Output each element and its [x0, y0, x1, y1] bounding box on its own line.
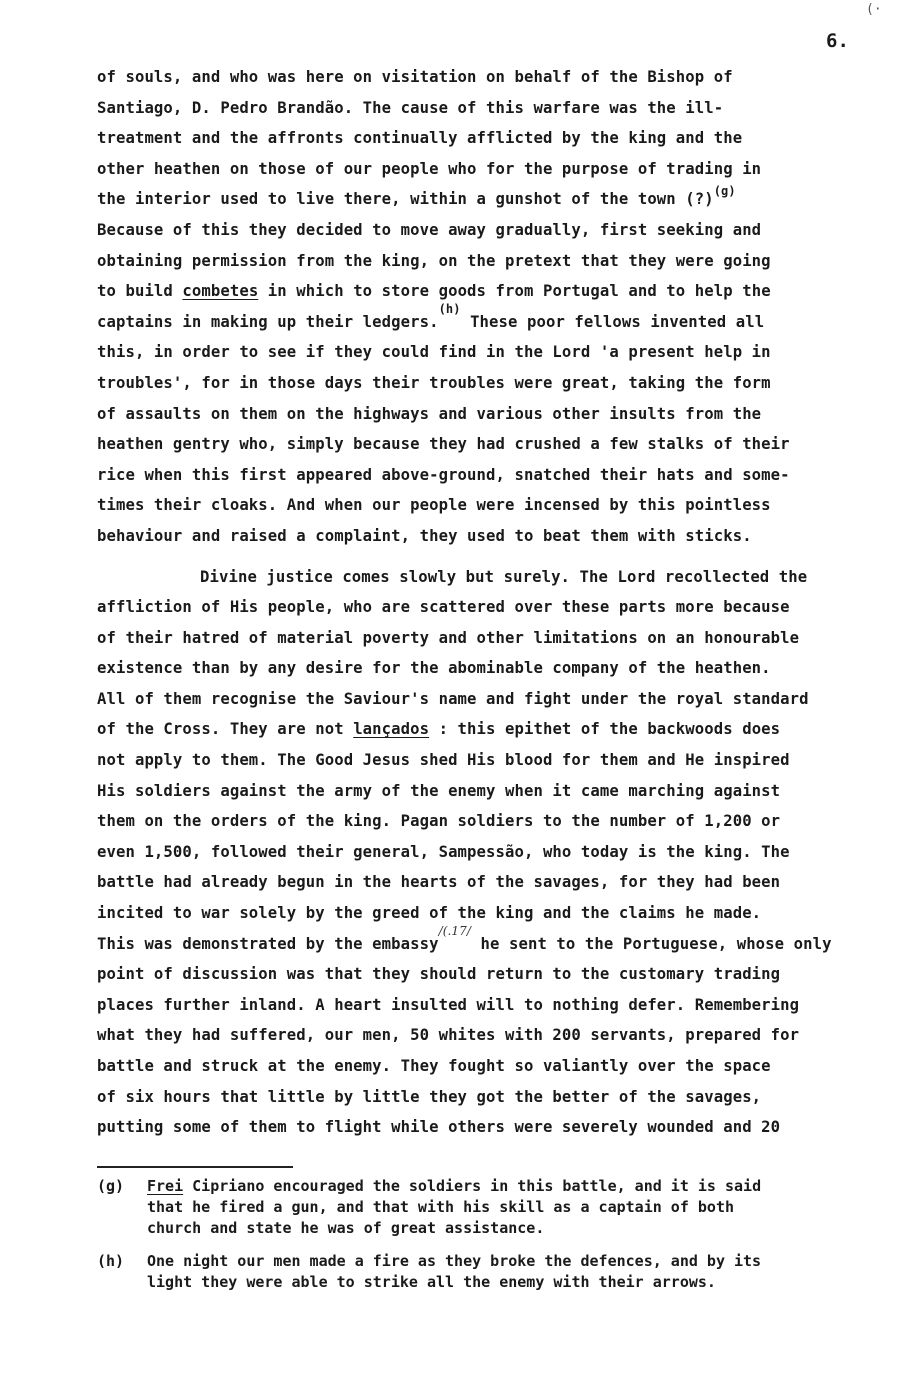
text-line: them on the orders of the king. Pagan soldiers to the number of 1,200 or [97, 812, 781, 831]
footnote-divider [97, 1166, 293, 1168]
text-line [97, 184, 897, 215]
underlined-term: lançados [353, 720, 430, 739]
text-line: Divine justice comes slowly but surely. The Lord recollected the [200, 567, 808, 586]
text-line: battle and struck at the enemy. They fought so valiantly over the space [97, 1057, 771, 1075]
text-line [97, 714, 897, 745]
text-line: heathen gentry who, simply because they had crushed a few stalks of their [97, 435, 790, 454]
text-line: affliction of His people, who are scattered over these parts more because [97, 598, 790, 617]
footnotes [97, 1176, 877, 1305]
footnote-ref-g: (g) [713, 184, 736, 199]
text-line: not apply to them. The Good Jesus shed His blood for them and He inspired [97, 751, 790, 770]
paragraph-gap [97, 552, 897, 562]
text-line: this, in order to see if they could find in the Lord 'a present help in [97, 343, 771, 362]
page-number: 6. [826, 30, 849, 52]
footnote-body [147, 1251, 761, 1293]
text-line [97, 301, 897, 338]
body-text [97, 62, 897, 1143]
text-line: behaviour and raised a complaint, they used to beat them with sticks. [97, 526, 752, 545]
text-line: existence than by any desire for the abominable company of the heathen. [97, 659, 771, 678]
text-line: treatment and the affronts continually afflicted by the king and the [97, 129, 743, 148]
underlined-term: Frei [147, 1177, 184, 1195]
text-segment: : this epithet of the backwoods does [429, 720, 781, 739]
text-line: of souls, and who was here on visitation on behalf of the Bishop of [97, 68, 733, 86]
text-segment: These poor fellows invented all [470, 312, 765, 331]
handwritten-annotation: /(.17/ [438, 923, 472, 938]
text-segment: captains in making up their ledgers. [97, 312, 439, 331]
footnote-label: (h) [97, 1252, 125, 1270]
underlined-term: combetes [182, 282, 259, 301]
text-line: Because of this they decided to move away gradually, first seeking and [97, 220, 762, 239]
text-line: point of discussion was that they should return to the customary trading [97, 965, 781, 984]
footnote-h [97, 1251, 877, 1293]
text-segment: he sent to the Portuguese, whose only [471, 934, 832, 953]
footnote-body [147, 1176, 761, 1239]
text-line: All of them recognise the Saviour's name and fight under the royal standard [97, 689, 809, 708]
text-line: battle had already begun in the hearts of the savages, for they had been [97, 873, 781, 892]
text-segment: to build [97, 282, 183, 301]
text-segment: the interior used to live there, within a gunshot of the town (?) [97, 190, 714, 209]
footnote-label: (g) [97, 1177, 125, 1195]
text-line: incited to war solely by the greed of the king and the claims he made. [97, 904, 762, 923]
text-line: troubles', for in those days their troubles were great, taking the form [97, 373, 771, 392]
text-line: of six hours that little by little they got the better of the savages, [97, 1087, 762, 1106]
text-line: even 1,500, followed their general, Sampessão, who today is the king. The [97, 842, 790, 861]
footnote-line: church and state he was of great assistance. [147, 1219, 545, 1237]
margin-mark: (· [866, 2, 882, 17]
text-line: other heathen on those of our people who for the purpose of trading in [97, 159, 762, 178]
footnote-line [147, 1176, 761, 1197]
text-line: of their hatred of material poverty and other limitations on an honourable [97, 628, 800, 647]
text-line: places further inland. A heart insulted will to nothing defer. Remembering [97, 995, 800, 1014]
footnote-line: that he fired a gun, and that with his skill as a captain of both [147, 1198, 734, 1216]
text-segment: of the Cross. They are not [97, 720, 354, 739]
text-line: His soldiers against the army of the enemy when it came marching against [97, 781, 781, 800]
text-line: of assaults on them on the highways and various other insults from the [97, 404, 762, 423]
footnote-line: One night our men made a fire as they broke the defences, and by its [147, 1252, 762, 1270]
text-segment: Cipriano encouraged the soldiers in this battle, and it is said [183, 1177, 762, 1195]
footnote-line: light they were able to strike all the enemy with their arrows. [147, 1273, 716, 1291]
text-line: rice when this first appeared above-ground, snatched their hats and some- [97, 465, 790, 484]
footnote-ref-h: (h) [438, 301, 461, 316]
text-line [97, 923, 897, 960]
text-line: putting some of them to flight while others were severely wounded and 20 [97, 1118, 781, 1137]
text-line: what they had suffered, our men, 50 whites with 200 servants, prepared for [97, 1026, 800, 1045]
text-line: Santiago, D. Pedro Brandão. The cause of this warfare was the ill- [97, 98, 724, 117]
text-line: obtaining permission from the king, on the pretext that they were going [97, 251, 771, 270]
text-line: times their cloaks. And when our people were incensed by this pointless [97, 496, 771, 515]
text-line [97, 276, 897, 307]
text-segment: This was demonstrated by the embassy [97, 934, 439, 953]
text-segment: in which to store goods from Portugal and to help the [258, 282, 771, 301]
footnote-g [97, 1176, 877, 1239]
